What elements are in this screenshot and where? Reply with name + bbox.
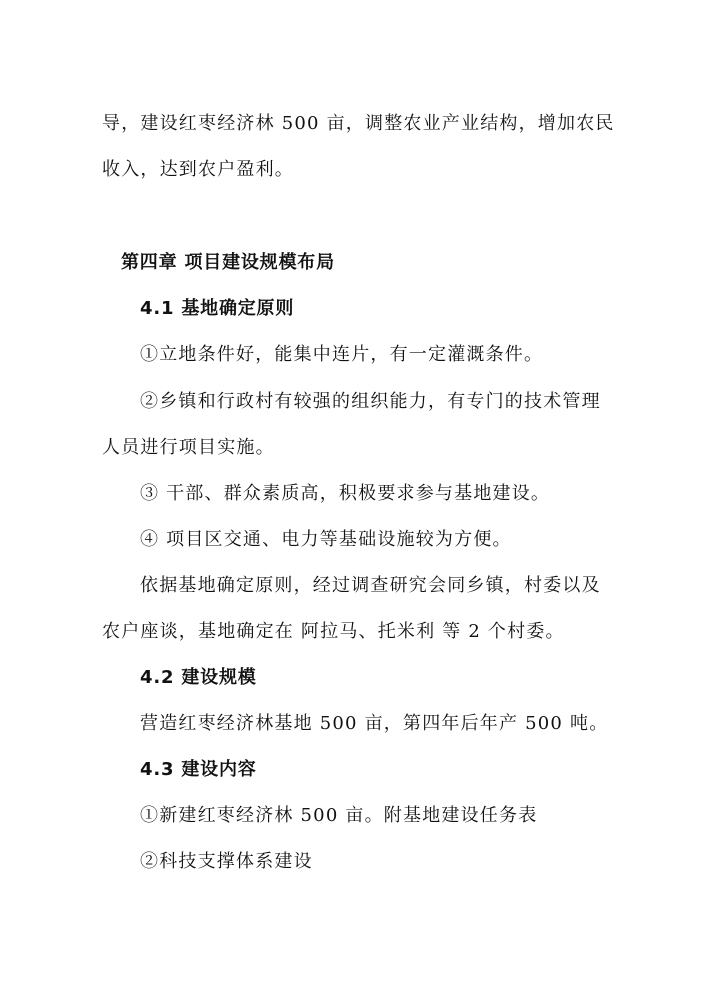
- section-4-3-item-2: ②科技支撑体系建设: [140, 851, 313, 872]
- section-4-1-item-2-line-2: 人员进行项目实施。: [102, 437, 275, 458]
- section-4-2-body: 营造红枣经济林基地 500 亩，第四年后年产 500 吨。: [140, 713, 609, 734]
- chapter-title: 第四章 项目建设规模布局: [121, 252, 335, 273]
- section-4-1-item-3: ③ 干部、群众素质高，积极要求参与基地建设。: [140, 483, 551, 504]
- section-4-1-heading: 4.1 基地确定原则: [140, 298, 295, 319]
- intro-line-2: 收入，达到农户盈利。: [102, 159, 294, 180]
- section-4-1-paragraph-line-1: 依据基地确定原则，经过调查研究会同乡镇，村委以及: [140, 575, 601, 596]
- section-4-3-item-1: ①新建红枣经济林 500 亩。附基地建设任务表: [140, 805, 538, 826]
- section-4-1-item-2-line-1: ②乡镇和行政村有较强的组织能力，有专门的技术管理: [140, 391, 601, 412]
- section-4-1-item-4: ④ 项目区交通、电力等基础设施较为方便。: [140, 529, 512, 550]
- section-4-3-heading: 4.3 建设内容: [140, 759, 257, 780]
- section-4-1-item-1: ①立地条件好，能集中连片，有一定灌溉条件。: [140, 344, 544, 365]
- section-4-1-paragraph-line-2: 农户座谈，基地确定在 阿拉马、托米利 等 2 个村委。: [102, 621, 565, 642]
- intro-line-1: 导，建设红枣经济林 500 亩，调整农业产业结构，增加农民: [102, 113, 615, 134]
- section-4-2-heading: 4.2 建设规模: [140, 667, 257, 688]
